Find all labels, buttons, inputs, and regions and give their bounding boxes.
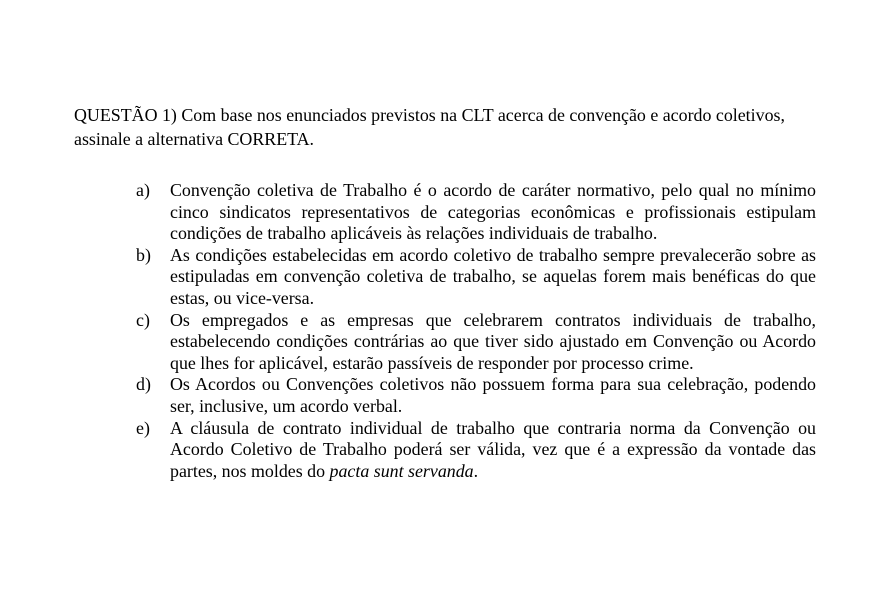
option-text: As condições estabelecidas em acordo coletivo de trabalho sempre prevalecerão sobre as estipuladas em convenção coletiva de trabalho, se aquelas forem mais benéficas do que estas, ou vice-versa.	[170, 244, 816, 308]
option-letter: c)	[136, 309, 150, 330]
option-text	[170, 418, 816, 483]
option-letter: b)	[136, 244, 151, 265]
option-d	[136, 374, 816, 417]
option-b	[136, 245, 816, 310]
option-letter: d)	[136, 374, 151, 395]
option-text: Convenção coletiva de Trabalho é o acordo de caráter normativo, pelo qual no mínimo cinco sindicatos representativos de categorias econômicas e profissionais estipulam condições de trabalho aplicáveis às relações individuais de trabalho.	[170, 180, 816, 244]
option-letter: e)	[136, 417, 150, 438]
answer-options-list	[136, 180, 816, 482]
latin-phrase: pacta sunt servanda	[329, 460, 474, 481]
question-statement: QUESTÃO 1) Com base nos enunciados previstos na CLT acerca de convenção e acordo coletivos, assinale a alternativa CORRETA.	[74, 105, 785, 149]
option-text: Os Acordos ou Convenções coletivos não possuem forma para sua celebração, podendo ser, inclusive, um acordo verbal.	[170, 374, 816, 416]
option-text-end: .	[473, 460, 479, 481]
option-a	[136, 180, 816, 245]
option-letter: a)	[136, 180, 150, 200]
option-text: Os empregados e as empresas que celebrarem contratos individuais de trabalho, estabelecendo condições contrárias ao que tiver sido ajustado em Convenção ou Acordo que lhes for aplicável, estarão passíveis de responder por processo crime.	[170, 309, 816, 373]
option-e	[136, 418, 816, 483]
option-text-main: A cláusula de contrato individual de trabalho que contraria norma da Convenção ou Acordo Coletivo de Trabalho poderá ser válida, vez que é a expressão da vontade das partes, nos moldes do	[170, 417, 816, 481]
option-c	[136, 310, 816, 375]
